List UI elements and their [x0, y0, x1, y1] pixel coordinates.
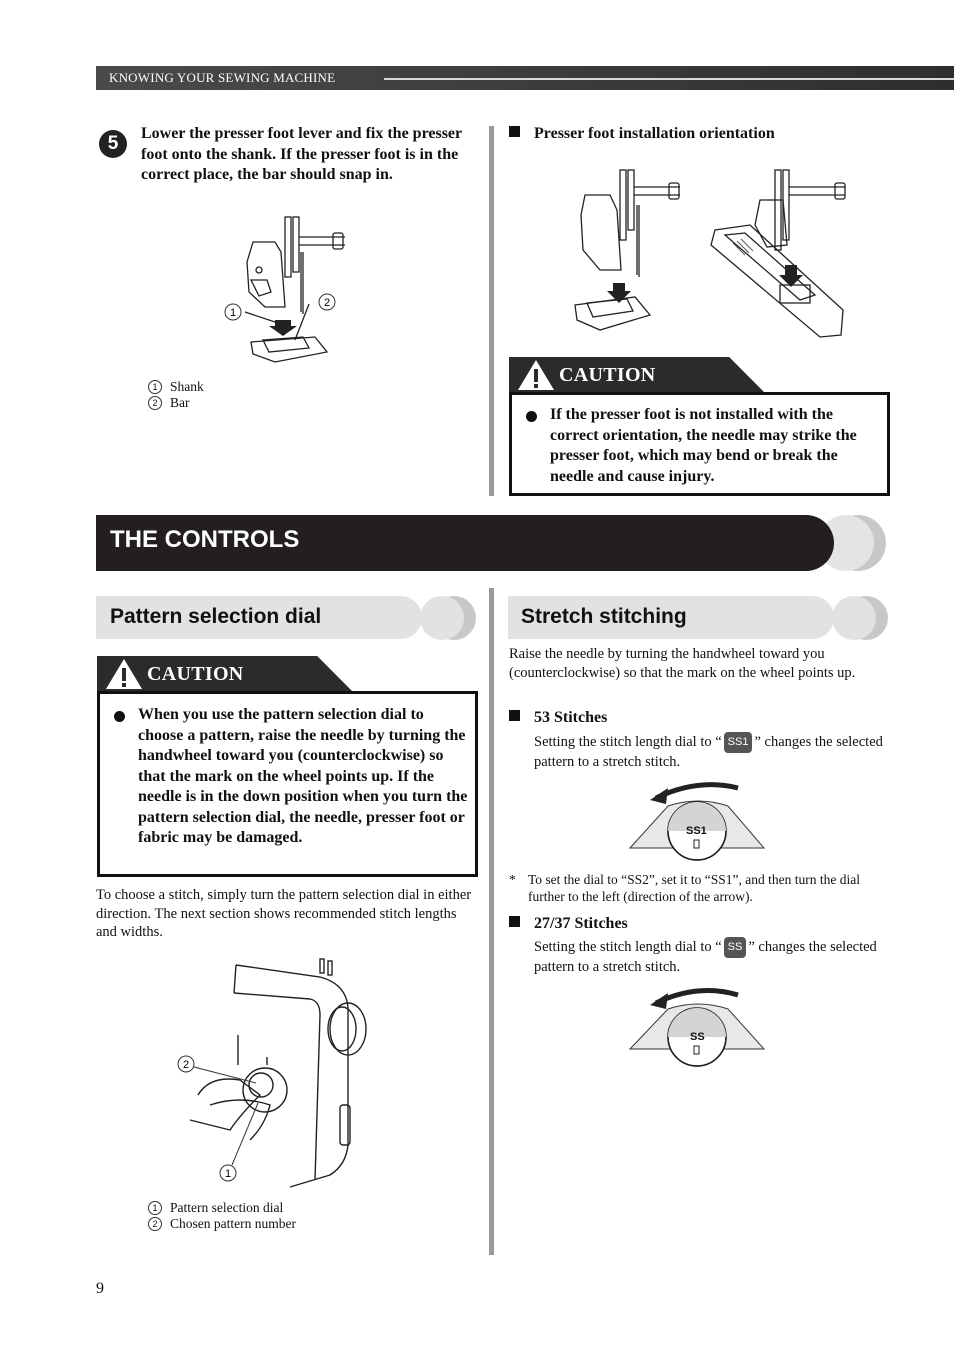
- square-bullet-icon: [509, 916, 520, 927]
- svg-text:1: 1: [229, 307, 237, 319]
- svg-text:2: 2: [182, 1059, 190, 1071]
- section-header-title: KNOWING YOUR SEWING MACHINE: [109, 70, 336, 85]
- ss-symbol: SS: [724, 937, 747, 958]
- ss1-symbol: SS1: [724, 732, 753, 753]
- column-divider-bottom: [489, 588, 494, 1255]
- column-divider-top: [489, 126, 494, 496]
- orientation-illustration: [565, 165, 855, 345]
- presser-foot-attach-illustration: [215, 212, 350, 372]
- pattern-dial-legend: [148, 1200, 296, 1232]
- dial-label-ss: SS: [690, 1031, 705, 1043]
- legend-number: 2: [148, 1217, 162, 1231]
- caution-title: CAUTION: [147, 663, 244, 685]
- page-number: 9: [96, 1280, 104, 1297]
- s2737-text-pre: Setting the stitch length dial to “: [534, 939, 722, 955]
- ss2-note-mark: *: [509, 872, 516, 887]
- legend-label: Bar: [170, 395, 190, 410]
- caution-title: CAUTION: [559, 364, 656, 386]
- bullet-icon: [526, 411, 537, 422]
- s53-heading: [509, 708, 607, 729]
- s53-heading-text: 53 Stitches: [534, 709, 608, 726]
- square-bullet-icon: [509, 126, 520, 137]
- step-number-badge: 5: [99, 130, 127, 158]
- legend-item: [148, 1216, 296, 1232]
- stitch-length-dial-ss: [628, 983, 768, 1073]
- legend-number: 2: [148, 396, 162, 410]
- ss2-note: To set the dial to “SS2”, set it to “SS1”, and then turn the dial further to the left (direction of the arrow).: [528, 872, 861, 904]
- legend-item: [148, 1200, 296, 1216]
- legend-label: Pattern selection dial: [170, 1200, 284, 1215]
- legend-number: 1: [148, 1201, 162, 1215]
- orientation-heading-text: Presser foot installation orientation: [534, 125, 775, 142]
- dial-label-ss1: SS1: [686, 825, 707, 837]
- stitch-length-dial-ss1: [628, 778, 768, 868]
- legend-item: [148, 379, 204, 395]
- s2737-heading-text: 27/37 Stitches: [534, 915, 628, 932]
- svg-text:2: 2: [323, 297, 331, 309]
- caution-text: When you use the pattern selection dial to choose a pattern, raise the needle by turning the handwheel toward you (counterclockwise) so that the mark on the wheel points up. If the needle is in the down position when you turn the pattern selection dial, the needle, presser foot or fabric may be damaged.: [138, 706, 468, 846]
- legend-item: [148, 395, 204, 411]
- stretch-title: Stretch stitching: [521, 605, 687, 628]
- legend-number: 1: [148, 380, 162, 394]
- legend-label: Chosen pattern number: [170, 1216, 296, 1231]
- caution-box: [509, 392, 890, 496]
- header-rule: [384, 78, 954, 80]
- orientation-heading: [509, 124, 775, 145]
- s53-text: [534, 732, 886, 771]
- svg-text:1: 1: [224, 1168, 232, 1180]
- sewing-machine-illustration: [170, 955, 380, 1195]
- pattern-dial-title: Pattern selection dial: [110, 605, 322, 628]
- square-bullet-icon: [509, 710, 520, 721]
- s53-text-post: ” changes the selected pattern to a stretch stitch.: [534, 734, 883, 770]
- bullet-icon: [114, 711, 125, 722]
- controls-title: THE CONTROLS: [110, 526, 300, 553]
- s2737-text-post: ” changes the selected pattern to a stretch stitch.: [534, 939, 877, 975]
- pattern-dial-body: To choose a stitch, simply turn the pattern selection dial in either direction. The next section shows recommended stitch lengths and widths.: [96, 887, 472, 940]
- step5-legend: [148, 379, 204, 411]
- s2737-text: [534, 937, 886, 976]
- s2737-heading: [509, 914, 628, 935]
- step5-text: Lower the presser foot lever and fix the presser foot onto the shank. If the presser foot is in the correct place, the bar should snap in.: [141, 125, 462, 183]
- caution-box: [97, 691, 478, 877]
- warning-icon: [516, 358, 556, 392]
- warning-icon: [104, 657, 144, 691]
- caution-text: If the presser foot is not installed with the correct orientation, the needle may strike the presser foot, which may bend or break the needle and cause injury.: [550, 406, 857, 485]
- s53-text-pre: Setting the stitch length dial to “: [534, 734, 722, 750]
- stretch-intro: Raise the needle by turning the handwheel toward you (counterclockwise) so that the mark on the wheel points up.: [509, 646, 856, 681]
- legend-label: Shank: [170, 379, 204, 394]
